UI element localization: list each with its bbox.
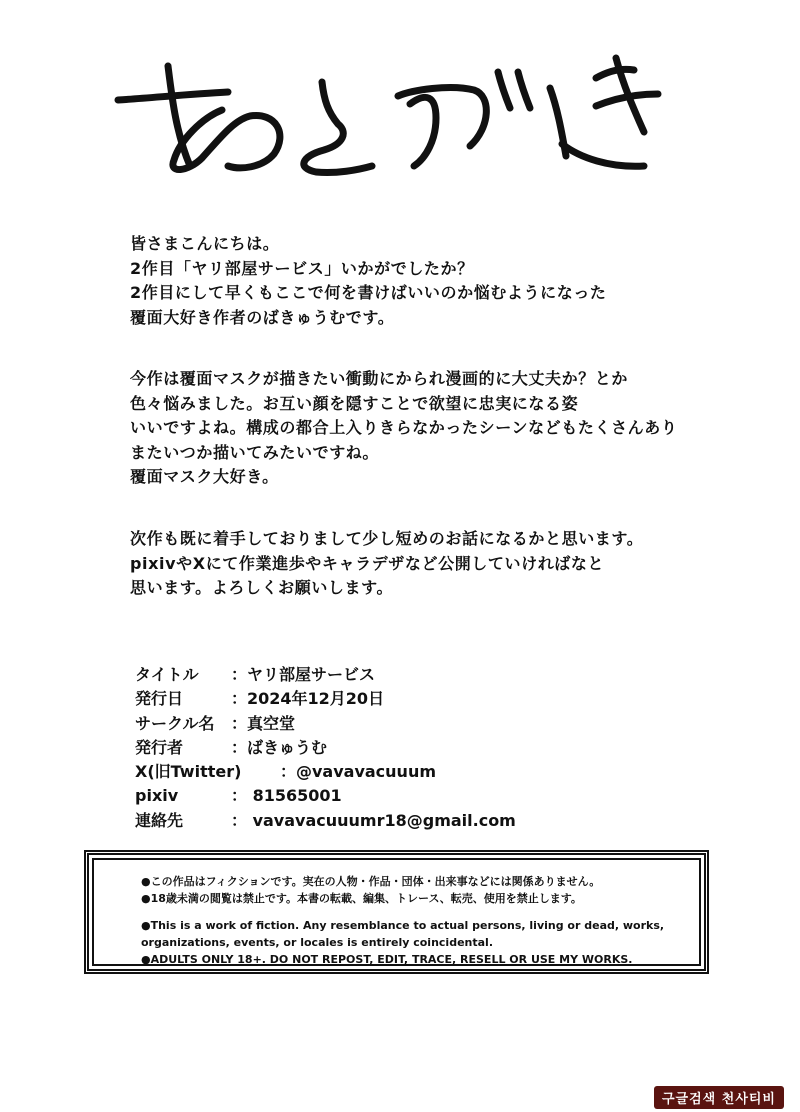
greeting-paragraph [130, 232, 607, 330]
handwritten-title-art [110, 48, 670, 178]
disclaimer-text [141, 873, 664, 968]
afterword-title-text [110, 48, 111, 49]
colophon-value: ：@vavavacuuum [280, 762, 437, 782]
disclaimer-line: ●This is a work of fiction. Any resemblance to actual persons, living or dead, works, [141, 919, 665, 932]
colophon-value: ：ヤリ部屋サービス [231, 665, 376, 684]
afterword-title [110, 48, 670, 178]
colophon-value: ：ばきゅうむ [231, 737, 328, 757]
disclaimer-line: ●この作品はフィクションです。実在の人物・作品・団体・出来事などには関係ありません。 [141, 875, 601, 888]
colophon-value: ： vavavacuuumr18@gmail.com [231, 810, 516, 830]
paragraph-line: 今作は覆面マスクが描きたい衝動にかられ漫画的に大丈夫か？とか [130, 369, 629, 388]
paragraph-line: またいつか描いてみたいですね。 [130, 442, 380, 462]
disclaimer-line: organizations, events, or locales is entirely coincidental. [141, 936, 493, 949]
next-work-paragraph [130, 527, 643, 601]
colophon-value: ： 81565001 [231, 786, 342, 806]
paragraph-line: 次作も既に着手しておりまして少し短めのお話になるかと思います。 [130, 529, 644, 548]
story-paragraph [130, 367, 677, 490]
watermark-badge: 구글검색 천사티비 [654, 1086, 784, 1109]
paragraph-line: いいですよね。構成の都合上入りきらなかったシーンなどもたくさんあり [130, 418, 678, 437]
paragraph-line: 2作目にして早くもここで何を書けばいいのか悩むようになった [130, 283, 607, 302]
paragraph-line: 色々悩みました。お互い顔を隠すことで欲望に忠実になる姿 [130, 393, 579, 413]
paragraph-line: 2作目「ヤリ部屋サービス」いかがでしたか？ [130, 258, 474, 278]
colophon-key: 発行者 [135, 737, 184, 757]
colophon-key: 連絡先 [135, 810, 184, 830]
disclaimer-line: ●18歳未満の閲覧は禁止です。本書の転載、編集、トレース、転売、使用を禁止します。 [141, 892, 582, 905]
disclaimer-gap [141, 907, 664, 917]
disclaimer-box [84, 850, 709, 974]
colophon-key: サークル名 [135, 713, 215, 733]
disclaimer-line: ●ADULTS ONLY 18+. DO NOT REPOST, EDIT, TRACE, RESELL OR USE MY WORKS. [141, 953, 633, 966]
paragraph-line: 思います。よろしくお願いします。 [130, 578, 394, 597]
paragraph-line: 皆さまこんにちは。 [130, 234, 280, 253]
colophon-key: 発行日 [135, 689, 184, 709]
paragraph-line: pixivやXにて作業進歩やキャラデザなど公開していければなと [130, 553, 605, 573]
colophon-key: pixiv [135, 786, 179, 806]
colophon-value: ：真空堂 [231, 713, 296, 733]
colophon-key: X(旧Twitter) [135, 762, 242, 782]
colophon-value: ：2024年12月20日 [231, 689, 385, 709]
colophon-key: タイトル [135, 665, 199, 684]
paragraph-line: 覆面大好き作者のばきゅうむです。 [130, 307, 395, 327]
paragraph-line: 覆面マスク大好き。 [130, 467, 279, 486]
